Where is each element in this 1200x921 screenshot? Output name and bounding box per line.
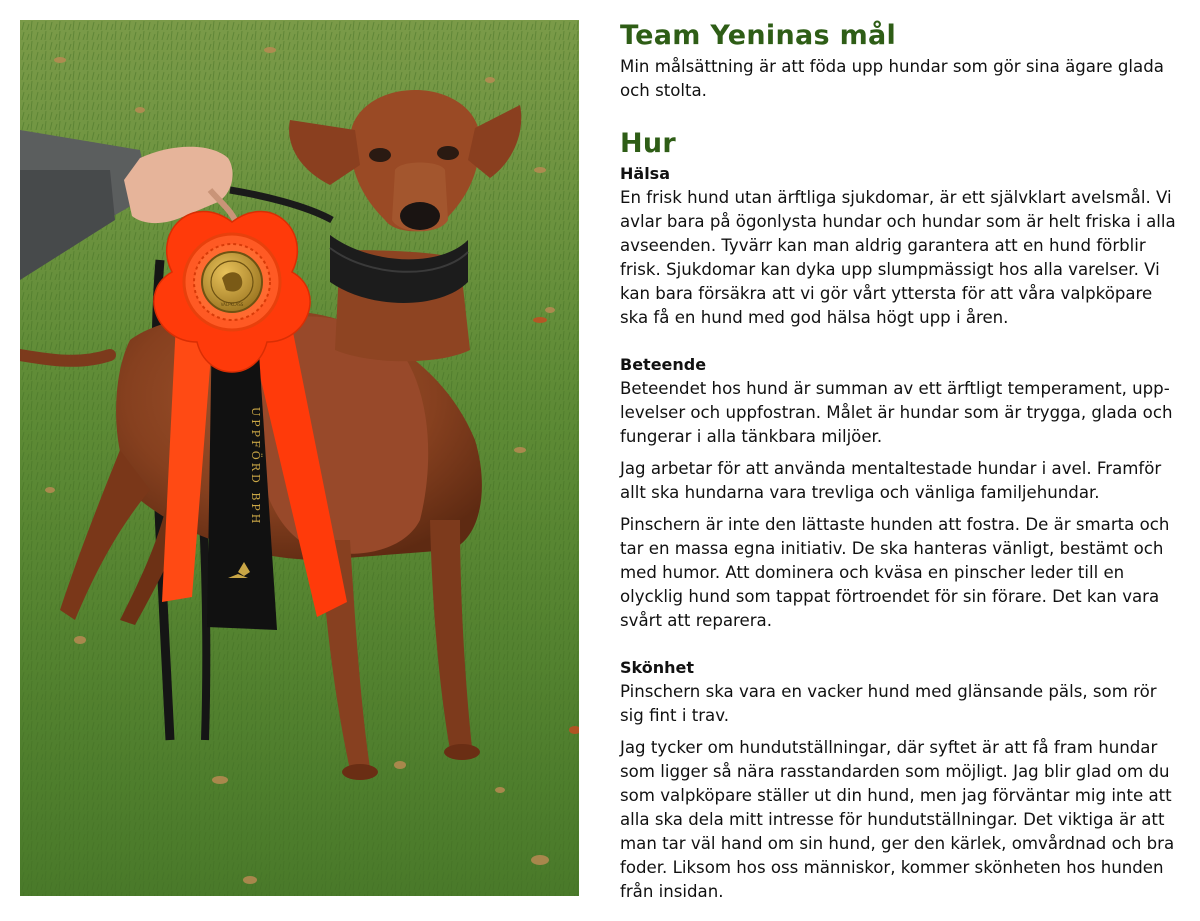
- section-paragraph: Jag arbetar för att använda mentaltestade hundar i avel. Framför allt ska hundarna vara trevliga och vänliga familjehundar.: [620, 459, 1162, 502]
- article: [620, 18, 1185, 912]
- how-title: Hur: [620, 128, 677, 159]
- section-paragraph: En frisk hund utan ärftliga sjukdomar, är ett självklart avelsmål. Vi avlar bara på ögonlysta hundar och hundar som är helt friska i alla avseenden. Tyvärr kan man aldrig garantera att en hund förblir frisk. Sjukdomar kan dyka upp slumpmässigt hos alla varelser. Vi kan bara försäkra att vi gör vårt yttersta för att våra valpköpare ska få en hund med god hälsa högt upp i åren.: [620, 188, 1176, 327]
- section-halsa: [620, 162, 1185, 330]
- section-beteende: [620, 353, 1185, 633]
- section-skonhet: [620, 656, 1185, 904]
- section-paragraph: Jag tycker om hundutställningar, där syftet är att få fram hundar som ligger så nära rasstandarden som möjligt. Jag blir glad om du som valpköpare ställer ut din hund, men jag förväntar mig inte att alla ska dela mitt intresse för hundutställningar. Det viktiga är att man tar väl hand om sin hund, ger den kärlek, omvårdnad och bra foder. Liksom hos oss människor, kommer skönheten hos hunden från insidan.: [620, 738, 1175, 901]
- dog-photo: [20, 20, 579, 896]
- section-paragraph: Pinschern är inte den lättaste hunden att fostra. De är smarta och tar en massa egna initiativ. De ska hanteras vänligt, bestämt och med humor. Att dominera och kväsa en pinscher leder till en olycklig hund som tappat förtroendet för sin förare. Det kan vara svårt att reparera.: [620, 515, 1170, 630]
- section-paragraph: Pinschern ska vara en vacker hund med glänsande päls, som rör sig fint i trav.: [620, 682, 1157, 725]
- goal-title: Team Yeninas mål: [620, 20, 897, 51]
- ribbon-text: UPPFÖRD BPH: [249, 407, 262, 527]
- section-heading: Skönhet: [620, 658, 695, 677]
- rosette-text: VALPKLASS: [220, 302, 244, 307]
- section-paragraph: Beteendet hos hund är summan av ett ärftligt temperament, upp-levelser och uppfostran. Målet är hundar som är trygga, glada och fungerar i alla tänkbara miljöer.: [620, 379, 1173, 446]
- section-heading: Beteende: [620, 355, 707, 374]
- goal-text: Min målsättning är att föda upp hundar som gör sina ägare glada och stolta.: [620, 57, 1164, 100]
- section-heading: Hälsa: [620, 164, 670, 183]
